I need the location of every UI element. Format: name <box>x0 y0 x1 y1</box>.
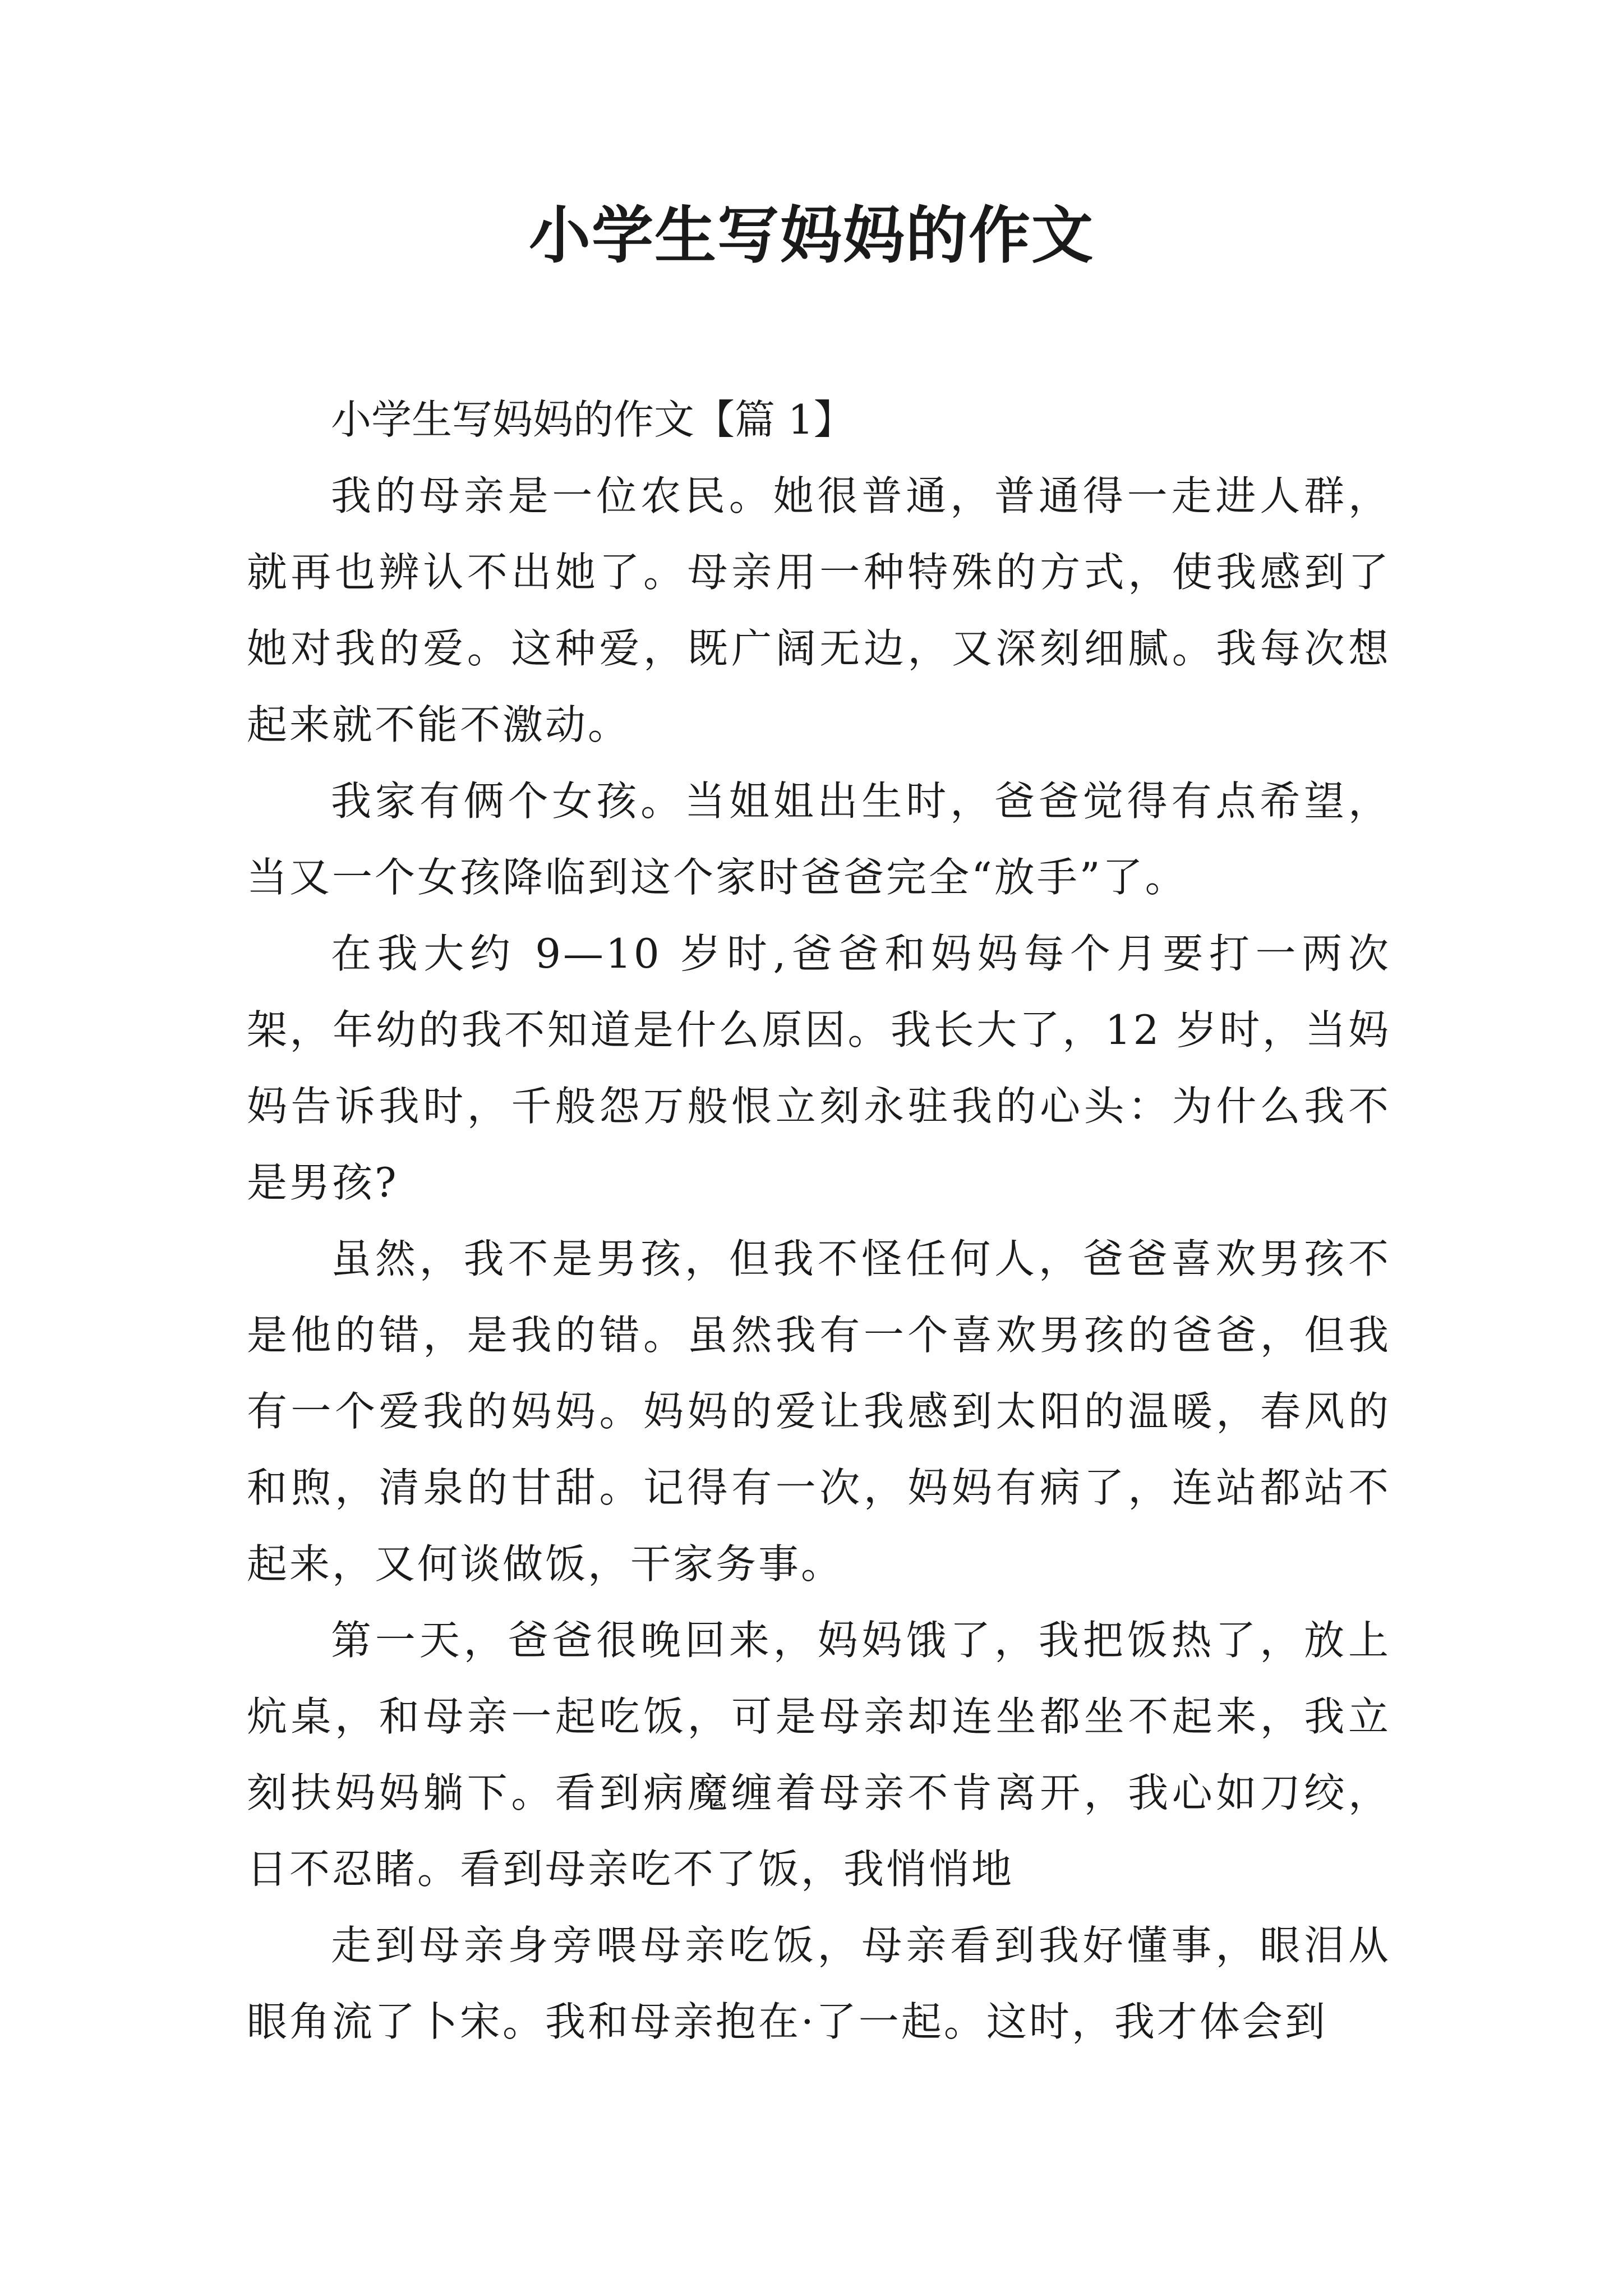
paragraph: 走到母亲身旁喂母亲吃饭，母亲看到我好懂事，眼泪从眼角流了卜宋。我和母亲抱在·了一起。这时，我才体会到 <box>247 1922 1391 2045</box>
paragraph: 在我大约 9—10 岁时,爸爸和妈妈每个月要打一两次架，年幼的我不知道是什么原因。我长大了，12 岁时，当妈妈告诉我时，千般怨万般恨立刻永驻我的心头：为什么我不是男孩? <box>247 930 1391 1206</box>
paragraph: 我家有俩个女孩。当姐姐出生时，爸爸觉得有点希望，当又一个女孩降临到这个家时爸爸完全“放手”了。 <box>247 777 1391 901</box>
section-heading: 小学生写妈妈的作文【篇 1】 <box>331 396 854 443</box>
document-title: 小学生写妈妈的作文 <box>529 199 1094 272</box>
document-body <box>247 381 1391 2060</box>
paragraph: 我的母亲是一位农民。她很普通，普通得一走进人群，就再也辨认不出她了。母亲用一种特殊的方式，使我感到了她对我的爱。这种爱，既广阔无边，又深刻细腻。我每次想起来就不能不激动。 <box>247 472 1391 748</box>
paragraph: 第一天，爸爸很晚回来，妈妈饿了，我把饭热了，放上炕桌，和母亲一起吃饭，可是母亲却连坐都坐不起来，我立刻扶妈妈躺下。看到病魔缠着母亲不肯离开，我心如刀绞，日不忍睹。看到母亲吃不了饭，我悄悄地 <box>247 1617 1391 1893</box>
paragraph: 虽然，我不是男孩，但我不怪任何人，爸爸喜欢男孩不是他的错，是我的错。虽然我有一个喜欢男孩的爸爸，但我有一个爱我的妈妈。妈妈的爱让我感到太阳的温暖，春风的和煦，清泉的甘甜。记得有一次，妈妈有病了，连站都站不起来，又何谈做饭，干家务事。 <box>247 1235 1391 1588</box>
